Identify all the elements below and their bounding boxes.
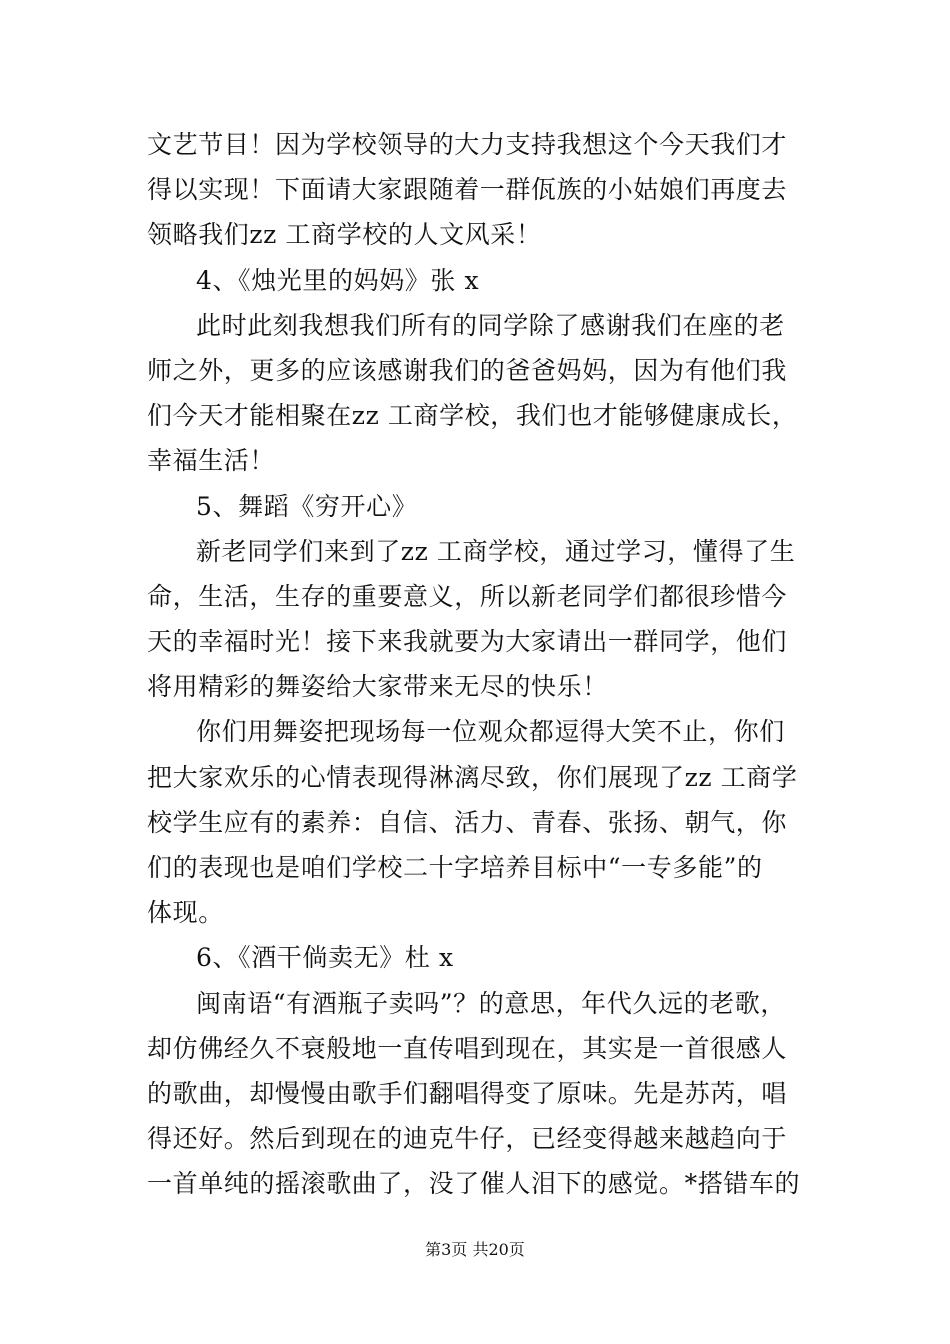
- text-line: 将用精彩的舞姿给大家带来无尽的快乐！: [147, 672, 608, 702]
- text-line: 却仿佛经久不衰般地一直传唱到现在，其实是一首很感人: [147, 1033, 788, 1063]
- text-line: 们今天才能相聚在zz 工商学校，我们也才能够健康成长，: [147, 401, 798, 431]
- text-line: 体现。: [147, 898, 224, 928]
- document-body: [147, 122, 812, 1207]
- text-line: 一首单纯的摇滚歌曲了，没了催人泪下的感觉。*搭错车的: [147, 1169, 801, 1199]
- text-line: 们的表现也是咱们学校二十字培养目标中“一专多能”的: [147, 853, 763, 882]
- page-number-footer: 第3页 共20页: [425, 1240, 525, 1259]
- text-line: 的歌曲，却慢慢由歌手们翻唱得变了原味。先是苏芮，唱: [147, 1078, 788, 1108]
- text-line: 闽南语“有酒瓶子卖吗”？的意思，年代久远的老歌，: [196, 988, 786, 1018]
- text-line: 新老同学们来到了zz 工商学校，通过学习，懂得了生: [196, 536, 796, 566]
- text-line: 命，生活，生存的重要意义，所以新老同学们都很珍惜今: [147, 581, 788, 611]
- section-heading: 6、《酒干倘卖无》杜 x: [196, 943, 454, 973]
- text-line: 把大家欢乐的心情表现得淋漓尽致，你们展现了zz 工商学: [147, 762, 798, 792]
- text-line: 师之外，更多的应该感谢我们的爸爸妈妈，因为有他们我: [147, 355, 788, 385]
- text-line: 文艺节目！因为学校领导的大力支持我想这个今天我们才: [147, 130, 788, 159]
- text-line: 此时此刻我想我们所有的同学除了感谢我们在座的老: [196, 310, 785, 340]
- text-line: 领略我们zz 工商学校的人文风采！: [147, 220, 542, 250]
- text-line: 得以实现！下面请大家跟随着一群佤族的小姑娘们再度去: [147, 175, 788, 205]
- text-line: 你们用舞姿把现场每一位观众都逗得大笑不止，你们: [196, 717, 785, 747]
- section-heading: 5、舞蹈《穷开心》: [196, 491, 418, 521]
- text-line: 得还好。然后到现在的迪克牛仔，已经变得越来越趋向于: [147, 1124, 788, 1154]
- text-line: 校学生应有的素养：自信、活力、青春、张扬、朝气，你: [147, 807, 788, 837]
- text-line: 幸福生活！: [147, 446, 276, 476]
- section-heading: 4、《烛光里的妈妈》张 x: [196, 265, 480, 295]
- text-line: 天的幸福时光！接下来我就要为大家请出一群同学，他们: [147, 627, 788, 657]
